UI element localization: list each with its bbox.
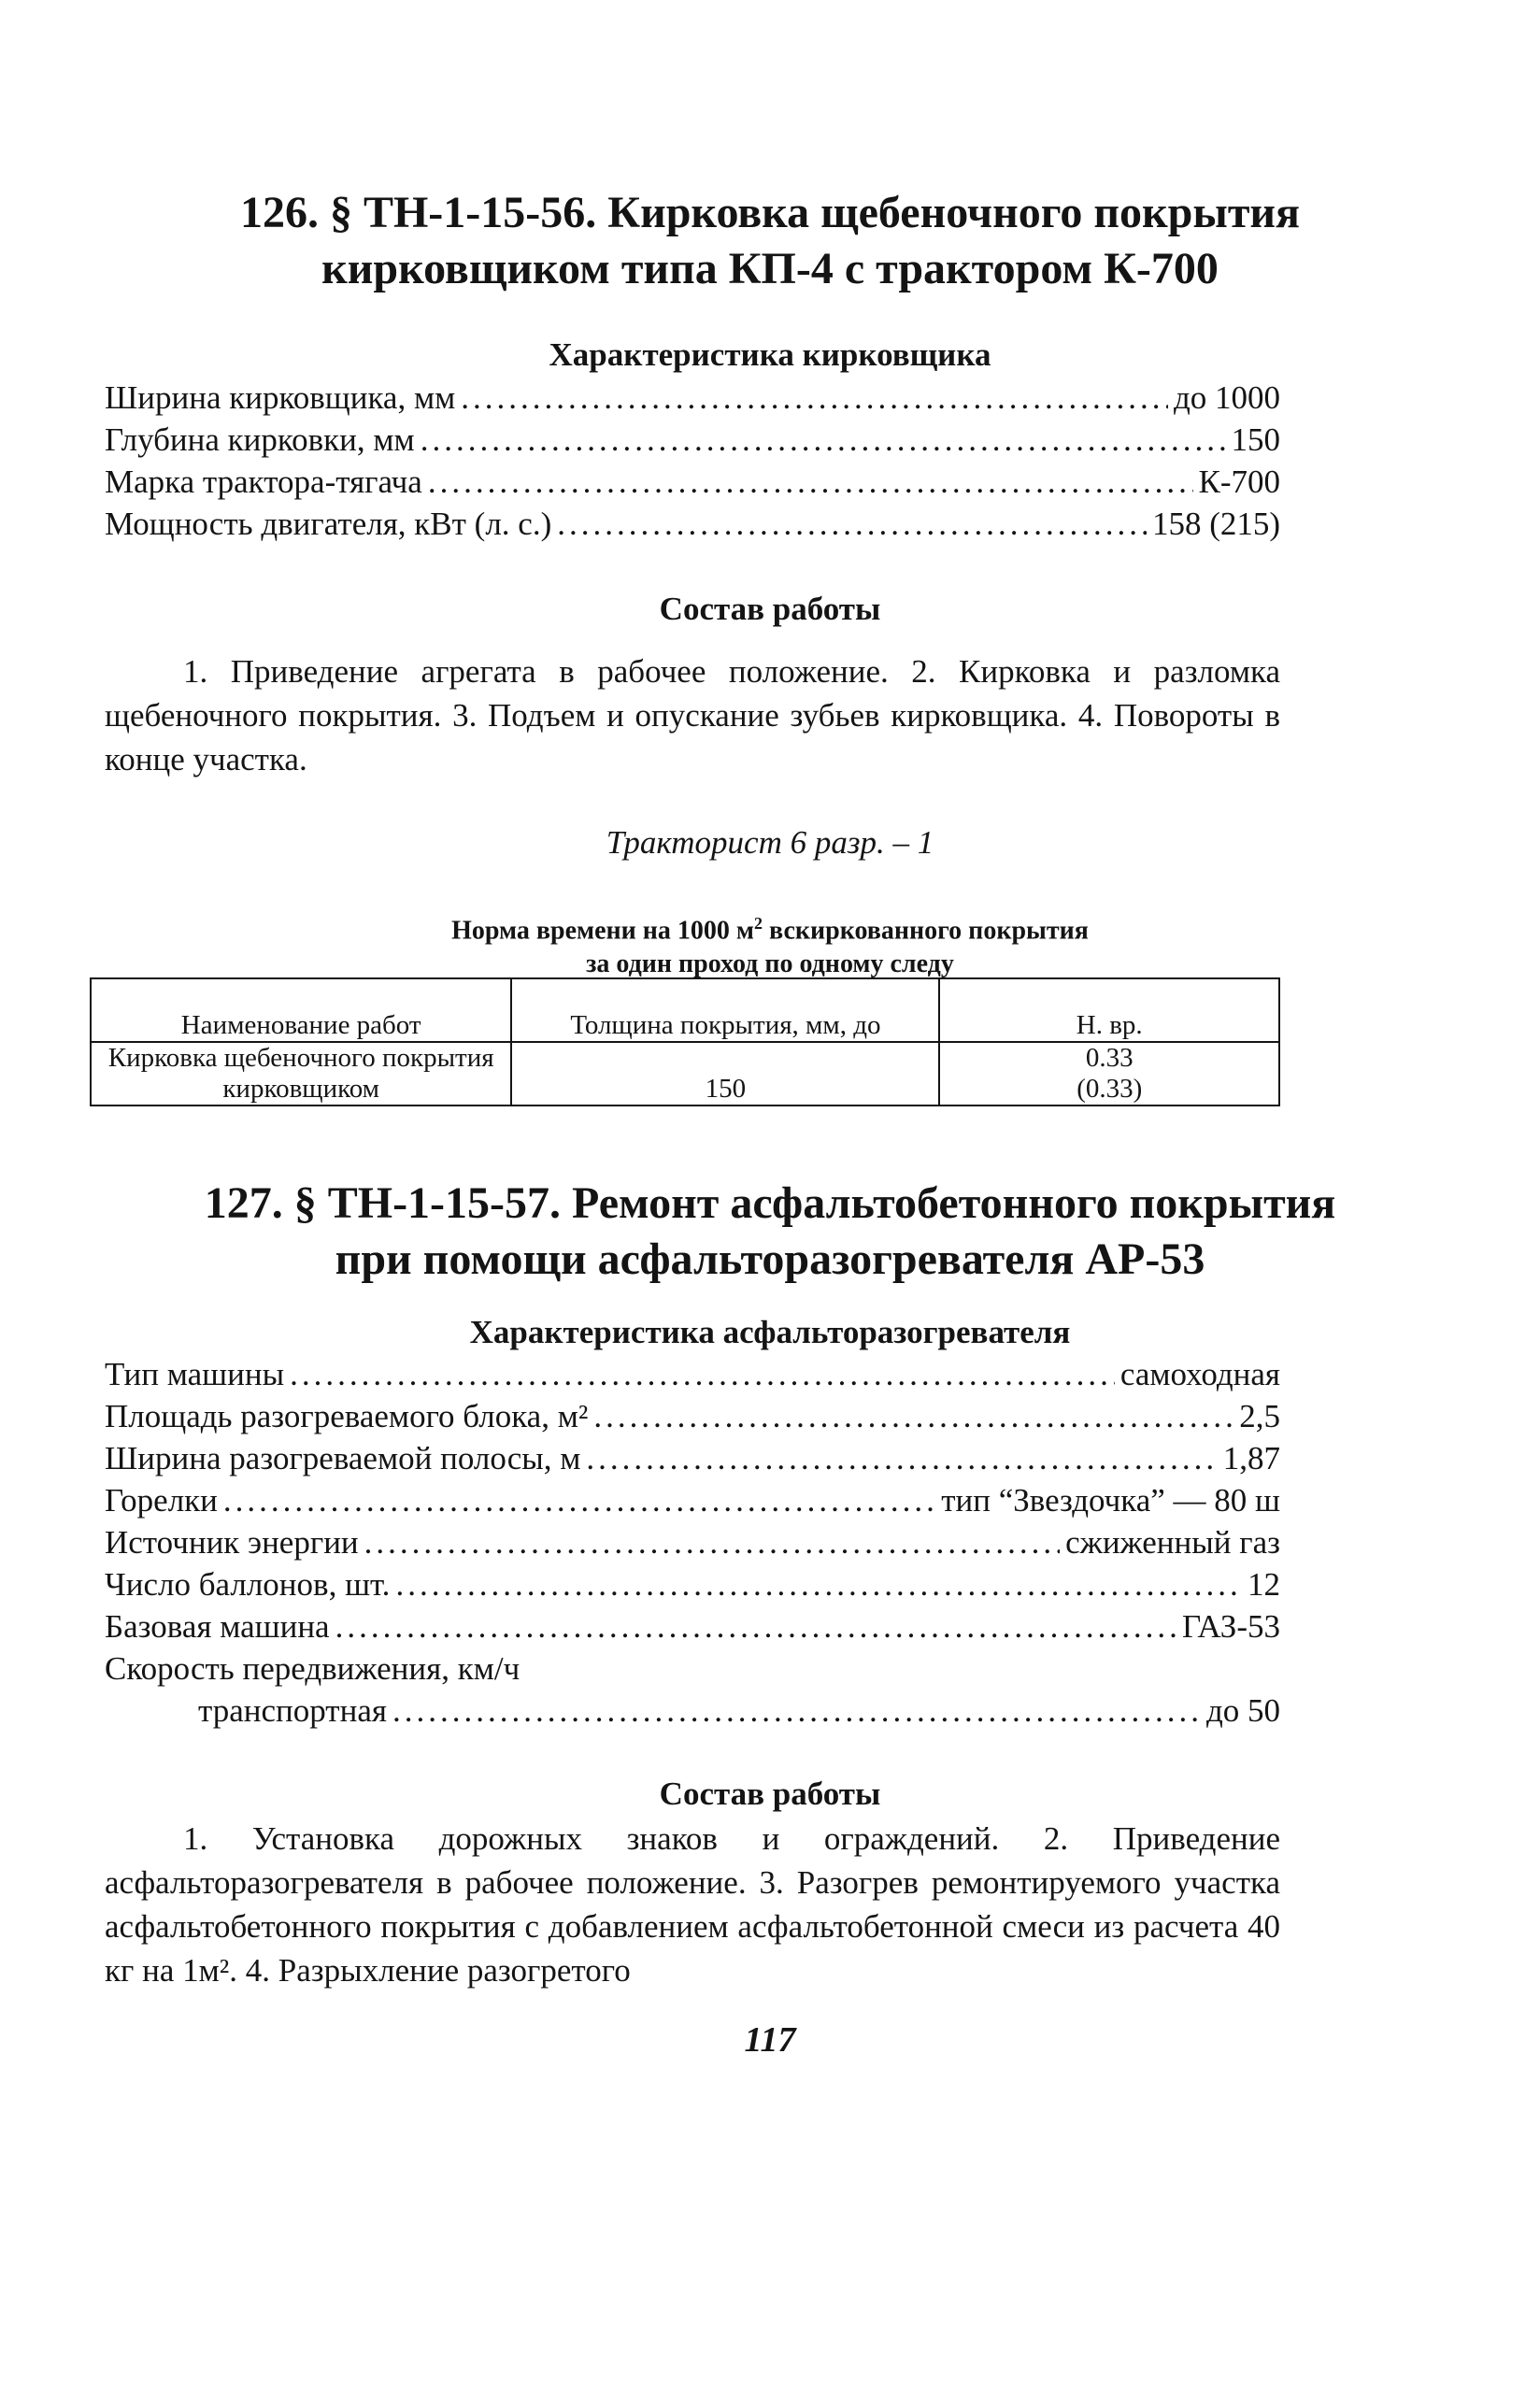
norm-table-title: [0, 906, 1540, 981]
header-cell: Н. вр.: [939, 978, 1279, 1042]
spec-value: до 50: [1205, 1692, 1280, 1729]
spec-label: Источник энергии: [105, 1524, 359, 1561]
section-126-title: [0, 185, 1540, 297]
spec-label: Скорость передвижения, км/ч: [105, 1650, 520, 1687]
spec-value: ГАЗ-53: [1181, 1608, 1280, 1645]
spec-row: [105, 1437, 1280, 1479]
leader-dots: [421, 419, 1226, 461]
spec-value: 12: [1248, 1566, 1280, 1603]
header-cell: Наименование работ: [91, 978, 511, 1042]
spec-row: [105, 1479, 1280, 1521]
section-127-work-text: [105, 1817, 1280, 1992]
spec-value: 158 (215): [1151, 506, 1280, 542]
spec-row: [105, 419, 1280, 461]
spec-row: [105, 1395, 1280, 1437]
spec-label: Площадь разогреваемого блока, м²: [105, 1398, 589, 1434]
leader-dots: [290, 1353, 1115, 1395]
table-cell-thickness: 150: [511, 1042, 939, 1105]
section-126-title-line2: кирковщиком типа КП-4 с трактором К-700: [321, 244, 1219, 293]
leader-dots: [593, 1395, 1233, 1437]
spec-row: [105, 377, 1280, 419]
spec-label: Мощность двигателя, кВт (л. с.): [105, 506, 552, 542]
section-127-title-line1: 127. § ТН-1-15-57. Ремонт асфальтобетонного покрытия: [204, 1178, 1336, 1228]
spec-row: [105, 1605, 1280, 1647]
page-number: 117: [744, 2020, 796, 2060]
spec-row: [105, 461, 1280, 503]
header-cell: Толщина покрытия, мм, до: [511, 978, 939, 1042]
title-part-after: вскиркованного покрытия: [762, 916, 1089, 946]
spec-value: 2,5: [1239, 1398, 1280, 1434]
norm-table-title-line1: [0, 906, 1540, 948]
spec-value: тип “Звездочка” — 80 ш: [941, 1482, 1280, 1519]
spec-label: Ширина кирковщика, мм: [105, 379, 456, 416]
leader-dots: [223, 1479, 935, 1521]
leader-dots: [586, 1437, 1217, 1479]
spec-label: Горелки: [105, 1482, 218, 1519]
norm-value: 0.33: [1085, 1043, 1134, 1073]
spec-row: [105, 1647, 1280, 1690]
section-127-title: [0, 1176, 1540, 1288]
table-header-row: [91, 978, 1279, 1042]
leader-dots: [335, 1605, 1176, 1647]
section-126-work-text: [105, 649, 1280, 781]
spec-value: самоходная: [1119, 1356, 1280, 1392]
leader-dots: [392, 1690, 1201, 1732]
spec-label: Тип машины: [105, 1356, 285, 1392]
table-row: [91, 1042, 1279, 1105]
spec-row: [105, 503, 1280, 545]
section-127-spec-heading: Характеристика асфальторазогревателя: [469, 1314, 1071, 1350]
spec-value: сжиженный газ: [1065, 1524, 1280, 1561]
leader-dots: [557, 503, 1147, 545]
spec-label: Марка трактора-тягача: [105, 464, 422, 500]
leader-dots: [461, 377, 1168, 419]
spec-label: Число баллонов, шт.: [105, 1566, 391, 1603]
spec-row: [105, 1521, 1280, 1563]
table-cell-name: Кирковка щебеночного покрытия кирковщиком: [91, 1042, 511, 1105]
leader-dots: [428, 461, 1193, 503]
spec-value: 1,87: [1222, 1440, 1280, 1476]
spec-row: [105, 1690, 1280, 1732]
title-superscript: 2: [753, 914, 763, 933]
title-part-before: Норма времени на 1000 м: [451, 916, 754, 946]
worker-line: Тракторист 6 разр. – 1: [606, 824, 934, 861]
spec-value: до 1000: [1173, 379, 1280, 416]
spec-value: 150: [1231, 421, 1280, 458]
spec-value: К-700: [1198, 464, 1280, 500]
section-127-work-heading: Состав работы: [659, 1776, 881, 1812]
norm-value-alt: (0.33): [1077, 1074, 1143, 1104]
spec-label: Глубина кирковки, мм: [105, 421, 415, 458]
spec-label: транспортная: [198, 1692, 387, 1729]
leader-dots: [395, 1563, 1242, 1605]
section-127-title-line2: при помощи асфальторазогревателя АР-53: [335, 1234, 1205, 1284]
spec-label: Ширина разогреваемой полосы, м: [105, 1440, 581, 1476]
section-126-work-heading: Состав работы: [659, 591, 881, 627]
section-126-title-line1: 126. § ТН-1-15-56. Кирковка щебеночного покрытия: [239, 188, 1301, 237]
section-127-spec-list: [105, 1353, 1280, 1732]
spec-row: [105, 1563, 1280, 1605]
section-126-spec-heading: Характеристика кирковщика: [549, 336, 991, 373]
norm-table-title-line2: за один проход по одному следу: [586, 949, 954, 979]
spec-row: [105, 1353, 1280, 1395]
leader-dots: [364, 1521, 1060, 1563]
work-paragraph: 1. Приведение агрегата в рабочее положение. 2. Кирковка и разломка щебеночного покрытия. 3. Подъем и опускание зубьев кирковщика. 4. Повороты в конце участка.: [105, 653, 1280, 777]
section-126-spec-list: [105, 377, 1280, 545]
table-cell-norm: [939, 1042, 1279, 1105]
work-paragraph: 1. Установка дорожных знаков и ограждений. 2. Приведение асфальторазогревателя в рабочее положение. 3. Разогрев ремонтируемого участка асфальтобетонного покрытия с добавлением асфальтобетонной смеси из расчета 40 кг на 1м². 4. Разрыхление разогретого: [105, 1820, 1280, 1989]
spec-label: Базовая машина: [105, 1608, 330, 1645]
norm-table: [90, 977, 1280, 1106]
